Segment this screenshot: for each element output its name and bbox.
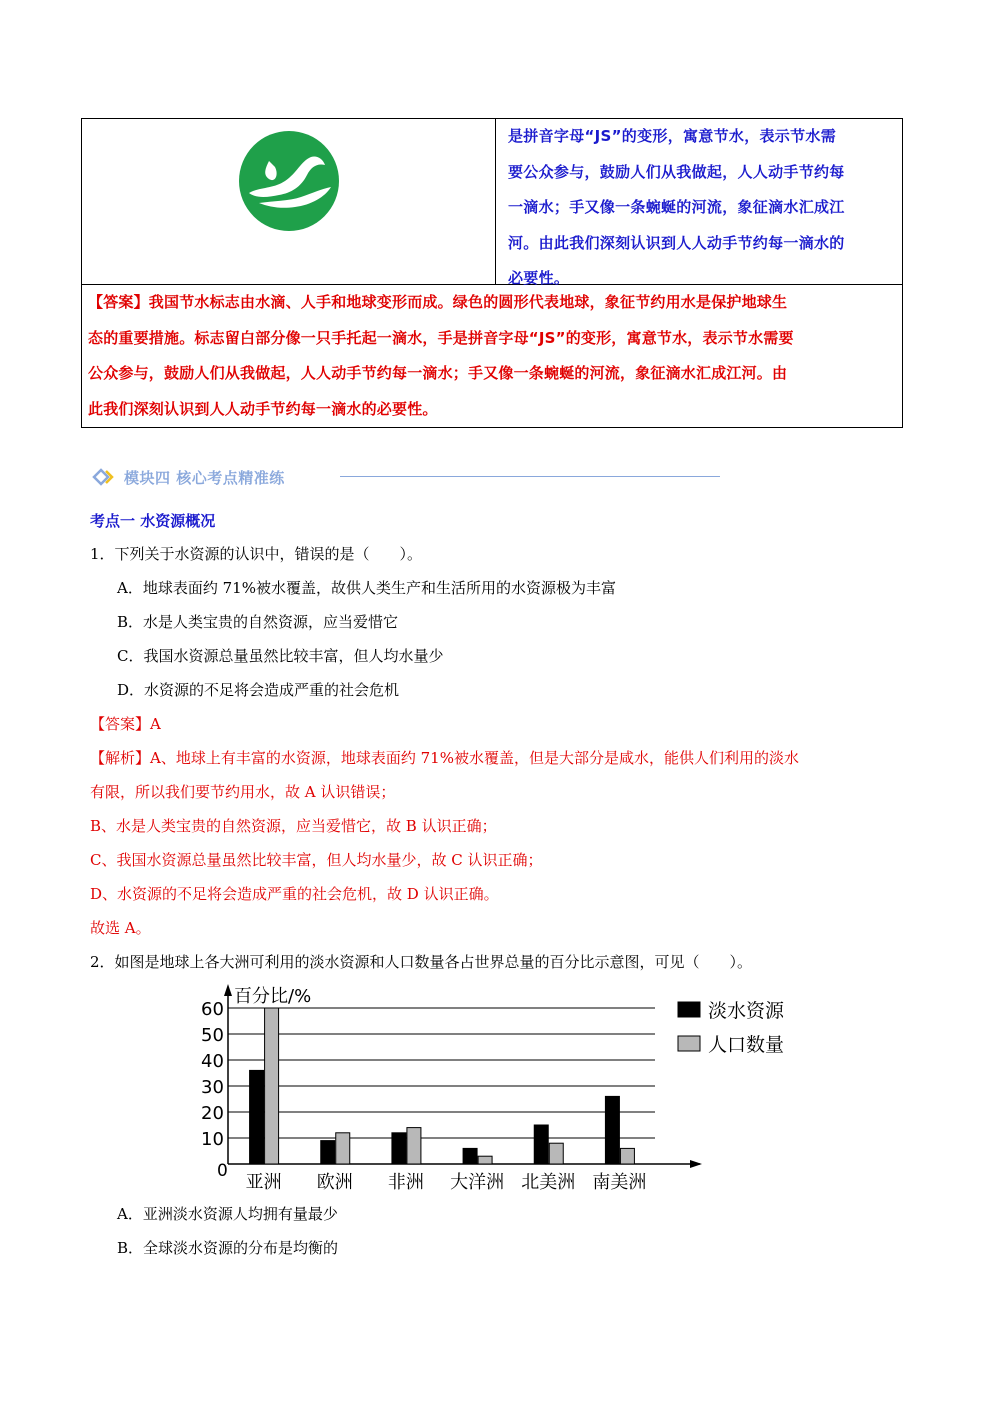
question-1-analysis-line: 故选 A。 xyxy=(90,919,151,937)
x-tick-label: 亚洲 xyxy=(245,1172,282,1193)
desc-line: 要公众参与，鼓励人们从我做起，人人动手节约每 xyxy=(508,162,845,181)
water-saving-logo-icon xyxy=(239,131,339,231)
bar xyxy=(407,1128,421,1164)
logo-cell xyxy=(82,119,496,285)
legend-swatch xyxy=(678,1002,700,1017)
answer-line: 此我们深刻认识到人人动手节约每一滴水的必要性。 xyxy=(88,399,438,418)
y-tick-label: 20 xyxy=(201,1103,224,1124)
bar xyxy=(463,1148,477,1164)
y-axis-label: 百分比/% xyxy=(234,986,312,1007)
y-tick-label: 60 xyxy=(201,999,224,1020)
question-1-option-d: D．水资源的不足将会造成严重的社会危机 xyxy=(117,681,400,699)
x-axis-arrow xyxy=(690,1160,702,1168)
legend-label: 淡水资源 xyxy=(708,1000,785,1022)
continent-bar-chart xyxy=(200,980,820,1195)
logo-description xyxy=(496,119,902,285)
question-1-analysis-line: B、水是人类宝贵的自然资源，应当爱惜它，故 B 认识正确； xyxy=(90,817,497,835)
bar xyxy=(534,1125,548,1164)
y-tick-label: 40 xyxy=(201,1051,224,1072)
answer-text xyxy=(82,285,902,427)
module-title: 模块四 核心考点精准练 xyxy=(124,468,285,487)
legend-swatch xyxy=(678,1036,700,1051)
x-tick-label: 北美洲 xyxy=(521,1172,576,1193)
question-1-option-b: B．水是人类宝贵的自然资源，应当爱惜它 xyxy=(117,613,399,631)
answer-table xyxy=(81,118,903,428)
y-tick-label: 50 xyxy=(201,1025,224,1046)
desc-line: 一滴水；手又像一条蜿蜒的河流，象征滴水汇成江 xyxy=(508,198,845,216)
question-2-option-b: B．全球淡水资源的分布是均衡的 xyxy=(117,1239,339,1257)
origin-label: 0 xyxy=(217,1161,228,1181)
desc-line: 河。由此我们深刻认识到人人动手节约每一滴水的 xyxy=(508,233,845,252)
question-1-answer: 【答案】A xyxy=(90,715,161,733)
bar xyxy=(605,1096,619,1164)
bar xyxy=(321,1141,335,1164)
bar xyxy=(620,1148,634,1164)
question-2-option-a: A．亚洲淡水资源人均拥有量最少 xyxy=(117,1205,338,1223)
diamond-arrow-icon xyxy=(92,467,120,487)
x-tick-label: 大洋洲 xyxy=(450,1172,505,1193)
x-tick-label: 非洲 xyxy=(387,1172,424,1193)
question-1-analysis-line: 有限，所以我们要节约用水，故 A 认识错误； xyxy=(90,783,396,801)
desc-line: 是拼音字母“JS”的变形，寓意节水，表示节水需 xyxy=(508,127,837,145)
y-tick-label: 30 xyxy=(201,1077,224,1098)
module-divider xyxy=(340,476,720,477)
bar xyxy=(549,1143,563,1164)
desc-line: 必要性。 xyxy=(508,269,570,287)
question-2-stem: 2．如图是地球上各大洲可利用的淡水资源和人口数量各占世界总量的百分比示意图，可见（ ）。 xyxy=(90,953,753,971)
question-1-analysis-line: D、水资源的不足将会造成严重的社会危机，故 D 认识正确。 xyxy=(90,885,499,903)
question-1-option-a: A．地球表面约 71%被水覆盖，故供人类生产和生活所用的水资源极为丰富 xyxy=(117,579,616,597)
y-axis-arrow xyxy=(224,984,232,996)
bar xyxy=(478,1156,492,1164)
legend-label: 人口数量 xyxy=(708,1034,785,1056)
answer-line: 【答案】我国节水标志由水滴、人手和地球变形而成。绿色的圆形代表地球，象征节约用水是保护地球生 xyxy=(88,293,788,311)
answer-line: 态的重要措施。标志留白部分像一只手托起一滴水，手是拼音字母“JS”的变形，寓意节水，表示节水需要 xyxy=(88,328,794,347)
section-heading: 考点一 水资源概况 xyxy=(90,512,216,530)
question-1-analysis-line: 【解析】A、地球上有丰富的水资源，地球表面约 71%被水覆盖，但是大部分是咸水，能供人们利用的淡水 xyxy=(90,749,799,767)
bar xyxy=(265,1008,279,1164)
x-tick-label: 南美洲 xyxy=(592,1172,647,1193)
answer-line: 公众参与，鼓励人们从我做起，人人动手节约每一滴水；手又像一条蜿蜒的河流，象征滴水汇成江河。由 xyxy=(88,364,788,382)
question-1-option-c: C．我国水资源总量虽然比较丰富，但人均水量少 xyxy=(117,647,444,665)
question-1-analysis-line: C、我国水资源总量虽然比较丰富，但人均水量少，故 C 认识正确； xyxy=(90,851,543,869)
question-1-stem: 1．下列关于水资源的认识中，错误的是（ ）。 xyxy=(90,545,423,563)
bar xyxy=(392,1133,406,1164)
x-tick-label: 欧洲 xyxy=(316,1172,353,1193)
y-tick-label: 10 xyxy=(201,1129,224,1150)
module-header xyxy=(92,466,285,488)
bar xyxy=(336,1133,350,1164)
bar xyxy=(250,1070,264,1164)
